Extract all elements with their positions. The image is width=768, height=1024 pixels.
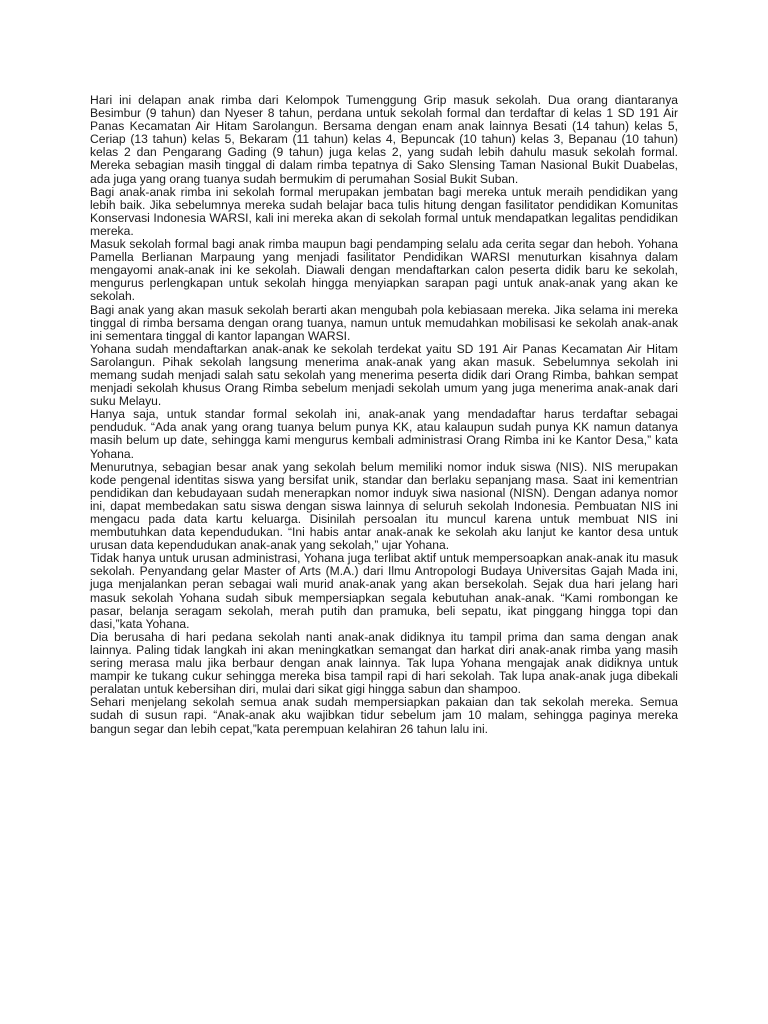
paragraph-nis: Menurutnya, sebagian besar anak yang sekolah belum memiliki nomor induk siswa (NIS). NIS merupakan kode pengenal identitas siswa yang bersifat unik, standar dan berlaku sepanjang masa. Saat ini kementrian pendidikan dan kebudayaan sudah menerapkan nomor induyk siwa nasional (NISN). Dengan adanya nomor ini, dapat membedakan satu siswa dengan siswa lainnya di seluruh sekolah Indonesia. Pembuatan NIS ini mengacu pada data kartu keluarga. Disinilah persoalan itu muncul karena untuk membuat NIS ini membutuhkan data kependudukan. “Ini habis antar anak-anak ke sekolah aku lanjut ke kantor desa untuk urusan data kependudukan anak-anak yang sekolah,” ujar Yohana. <box>90 459 678 553</box>
paragraph-night-before: Sehari menjelang sekolah semua anak sudah mempersiapkan pakaian dan tak sekolah mereka. Semua sudah di susun rapi. “Anak-anak aku wajibkan tidur sebelum jam 10 malam, sehingga paginya mereka bangun segar dan lebih cepat,”kata perempuan kelahiran 26 tahun lalu ini. <box>90 695 678 736</box>
paragraph-intro: Hari ini delapan anak rimba dari Kelompok Tumenggung Grip masuk sekolah. Dua orang diantaranya Besimbur (9 tahun) dan Nyeser 8 tahun, perdana untuk sekolah formal dan terdaftar di kelas 1 SD 191 Air Panas Kecamatan Air Hitam Sarolangun. Bersama dengan enam anak lainnya Besati (14 tahun) kelas 5, Ceriap (13 tahun) kelas 5, Bekaram (11 tahun) kelas 4, Bepuncak (10 tahun) kelas 3, Bepanau (10 tahun) kelas 2 dan Pengarang Gading (9 tahun) juga kelas 2, yang sudah lebih dahulu masuk sekolah formal. Mereka sebagian masih tinggal di dalam rimba tepatnya di Sako Slensing Taman Nasional Bukit Duabelas, ada juga yang orang tuanya sudah bermukim di perumahan Sosial Bukit Suban. <box>90 93 678 186</box>
paragraph-preparation: Tidak hanya untuk urusan administrasi, Yohana juga terlibat aktif untuk mempersoapkan anak-anak itu masuk sekolah. Penyandang gelar Master of Arts (M.A.) dari Ilmu Antropologi Budaya Universitas Gajah Mada ini, juga menjalankan peran sebagai wali murid anak-anak yang akan bersekolah. Sejak dua hari jelang hari masuk sekolah Yohana sudah sibuk mempersiapkan segala kebutuhan anak-anak. “Kami rombongan ke pasar, belanja seragam sekolah, merah putih dan pramuka, beli sepatu, ikat pinggang hingga topi dan dasi,”kata Yohana. <box>90 551 678 631</box>
paragraph-habits: Bagi anak yang akan masuk sekolah berarti akan mengubah pola kebiasaan mereka. Jika selama ini mereka tinggal di rimba bersama dengan orang tuanya, namun untuk memudahkan mobilisasi ke sekolah anak-anak ini sementara tinggal di kantor lapangan WARSI. <box>90 302 678 343</box>
document-page <box>90 94 678 736</box>
paragraph-facilitator: Masuk sekolah formal bagi anak rimba maupun bagi pendamping selalu ada cerita segar dan heboh. Yohana Pamella Berlianan Marpaung yang menjadi fasilitator Pendidikan WARSI menuturkan kisahnya dalam mengayomi anak-anak ini ke sekolah. Diawali dengan mendaftarkan calon peserta didik baru ke sekolah, mengurus perlengkapan untuk sekolah hingga menyiapkan sarapan pagi untuk anak-anak yang akan ke sekolah. <box>90 237 678 304</box>
paragraph-confidence: Dia berusaha di hari pedana sekolah nanti anak-anak didiknya itu tampil prima dan sama dengan anak lainnya. Paling tidak langkah ini akan meningkatkan semangat dan harkat diri anak-anak rimba yang masih sering merasa malu jika berbaur dengan anak lainnya. Tak lupa Yohana mengajak anak didiknya untuk mampir ke tukang cukur sehingga mereka bisa tampil rapi di hari sekolah. Tak lupa anak-anak juga dibekali peralatan untuk kebersihan diri, mulai dari sikat gigi hingga sabun dan shampoo. <box>90 629 678 697</box>
paragraph-registration: Yohana sudah mendaftarkan anak-anak ke sekolah terdekat yaitu SD 191 Air Panas Kecamatan Air Hitam Sarolangun. Pihak sekolah langsung menerima anak-anak yang akan masuk. Sebelumnya sekolah ini memang sudah menjadi salah satu sekolah yang menerima peserta didik dari Orang Rimba, bahkan sempat menjadi sekolah khusus Orang Rimba sebelum menjadi sekolah umum yang juga menerima anak-anak dari suku Melayu. <box>90 341 678 409</box>
paragraph-formal-school: Bagi anak-anak rimba ini sekolah formal merupakan jembatan bagi mereka untuk meraih pendidikan yang lebih baik. Jika sebelumnya mereka sudah belajar baca tulis hitung dengan fasilitator pendidikan Komunitas Konservasi Indonesia WARSI, kali ini mereka akan di sekolah formal untuk mendapatkan legalitas pendidikan mereka. <box>90 184 678 238</box>
paragraph-residency: Hanya saja, untuk standar formal sekolah ini, anak-anak yang mendadaftar harus terdaftar sebagai penduduk. “Ada anak yang orang tuanya belum punya KK, atau kalaupun sudah punya KK namun datanya masih belum up date, sehingga kami mengurus kembali administrasi Orang Rimba ini ke Kantor Desa,” kata Yohana. <box>90 407 678 461</box>
